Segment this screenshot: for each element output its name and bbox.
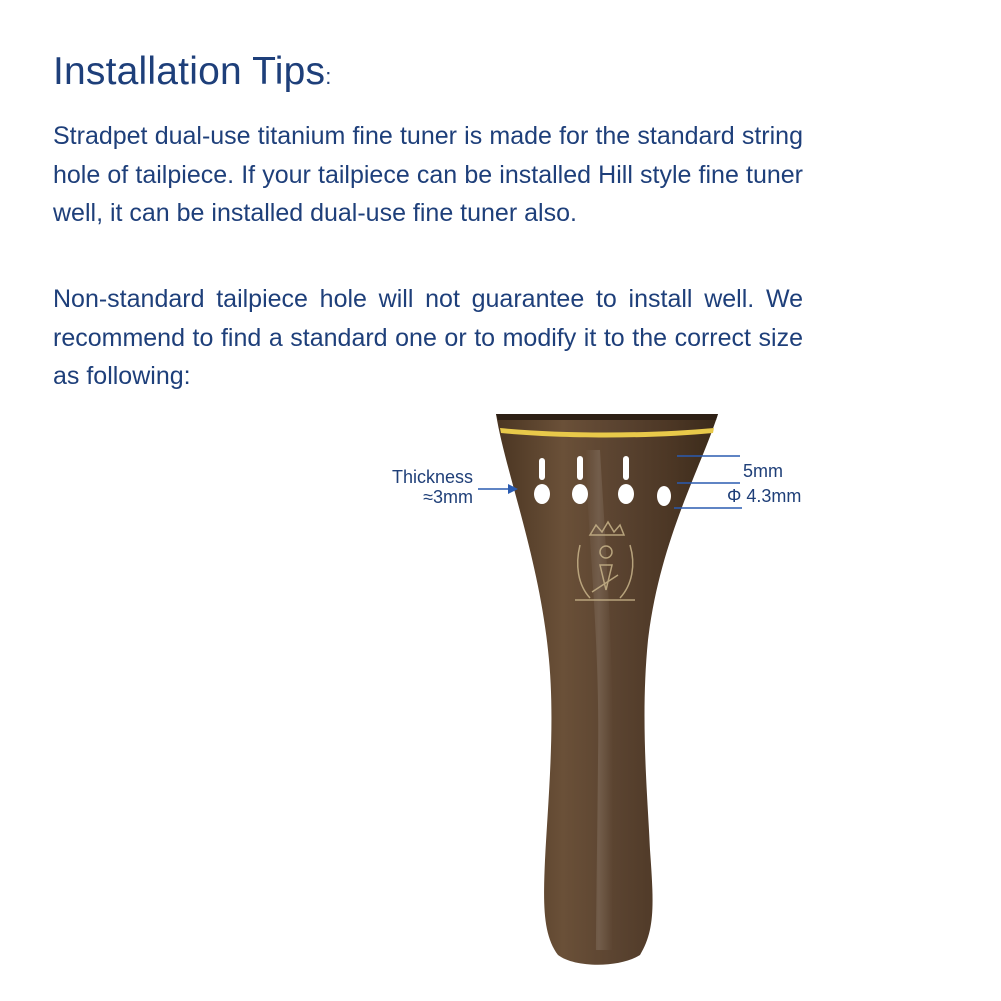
title-colon: : bbox=[325, 64, 332, 89]
string-holes bbox=[534, 456, 671, 506]
inlay-stripe bbox=[500, 428, 714, 438]
tailpiece-top-edge bbox=[496, 414, 718, 420]
thickness-label-line1: Thickness bbox=[391, 467, 473, 487]
annotation-lines bbox=[478, 456, 742, 508]
paragraph-intro: Stradpet dual-use titanium fine tuner is made for the standard string hole of tailpiece. If your tailpiece can be installed Hill style fine tuner well, it can be installed dual-use fine tuner also. bbox=[53, 122, 803, 227]
title-text: Installation Tips bbox=[53, 50, 326, 93]
tailpiece-body bbox=[496, 414, 718, 965]
page-title bbox=[53, 50, 332, 94]
tailpiece-highlight bbox=[585, 450, 613, 950]
slot-length-label: 5mm bbox=[743, 461, 783, 481]
thickness-label bbox=[380, 467, 473, 507]
paragraph-recommendation: Non-standard tailpiece hole will not guarantee to install well. We recommend to find a standard one or to modify it to the correct size as following: bbox=[53, 285, 803, 390]
thickness-arrowhead bbox=[508, 484, 518, 494]
hole-diameter-label: Φ 4.3mm bbox=[727, 486, 802, 506]
thickness-label-line2: ≈3mm bbox=[423, 487, 473, 507]
crest-emblem bbox=[575, 522, 635, 600]
